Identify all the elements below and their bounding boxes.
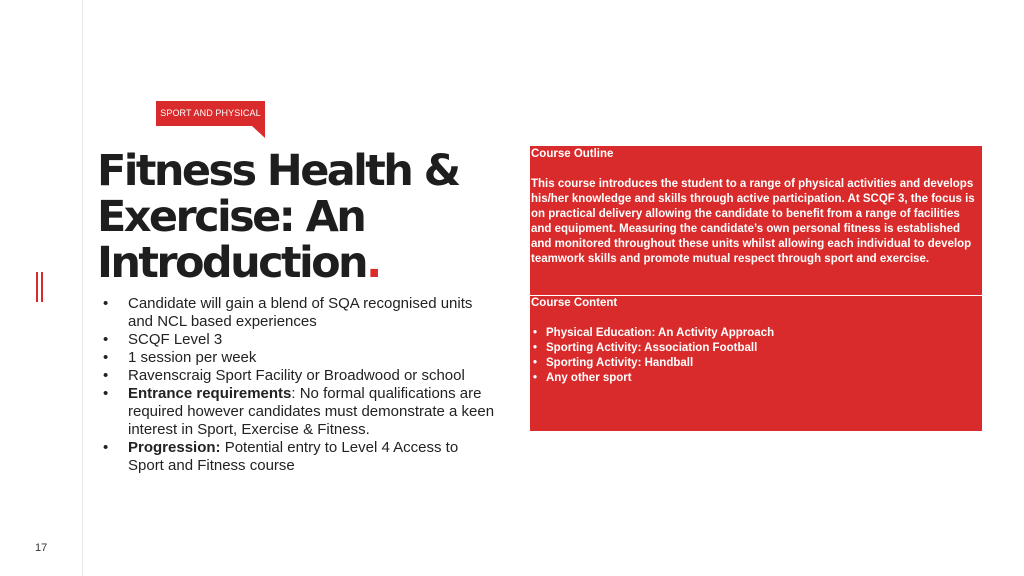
progression-label: Progression: xyxy=(128,439,221,456)
title-line-1: Fitness Health & xyxy=(97,146,459,196)
list-item: • Candidate will gain a blend of SQA recognised units and NCL based experiences xyxy=(103,295,498,331)
list-item: • Ravenscraig Sport Facility or Broadwood or school xyxy=(103,367,498,385)
course-outline-heading: Course Outline xyxy=(531,148,614,160)
list-item: • Sporting Activity: Association Football xyxy=(531,341,979,356)
course-details-list xyxy=(103,295,498,475)
title-accent-dot: . xyxy=(366,238,383,288)
subject-tag-tail xyxy=(252,126,265,138)
list-item: • Sporting Activity: Handball xyxy=(531,356,979,371)
course-outline-panel xyxy=(530,146,982,295)
entrance-requirements-label: Entrance requirements xyxy=(128,385,292,402)
list-item: • Physical Education: An Activity Approach xyxy=(531,326,979,341)
course-content-heading: Course Content xyxy=(531,297,618,309)
title-line-2: Exercise: An xyxy=(97,192,365,242)
double-bar-marker xyxy=(36,272,44,302)
course-content-list xyxy=(531,326,979,386)
course-outline-body: This course introduces the student to a range of physical activities and develops his/her knowledge and skills through active participation. At SCQF 3, the focus is on practical delivery allowing the candidate to benefit from a range of facilities and equipment. Measuring the candidate’s own personal fitness is established and monitored throughout these units whilst allowing each individual to develop teamwork skills and promote mutual respect through sport and exercise. xyxy=(531,178,975,265)
page-title xyxy=(97,148,497,286)
list-item: • Any other sport xyxy=(531,371,979,386)
subject-tag: SPORT AND PHYSICAL xyxy=(156,101,265,126)
course-content-panel xyxy=(530,296,982,431)
title-line-3 xyxy=(97,240,497,286)
title-line-3-text: Introduction xyxy=(97,238,367,288)
page-number: 17 xyxy=(35,542,48,554)
list-item: • Entrance requirements: No formal qualifications are required however candidates must demonstrate a keen interest in Sport, Exercise & Fitness. xyxy=(103,385,498,439)
list-item: • Progression: Potential entry to Level 4 Access to Sport and Fitness course xyxy=(103,439,498,475)
list-item: • 1 session per week xyxy=(103,349,498,367)
left-divider-line xyxy=(82,0,83,576)
list-item: • SCQF Level 3 xyxy=(103,331,498,349)
